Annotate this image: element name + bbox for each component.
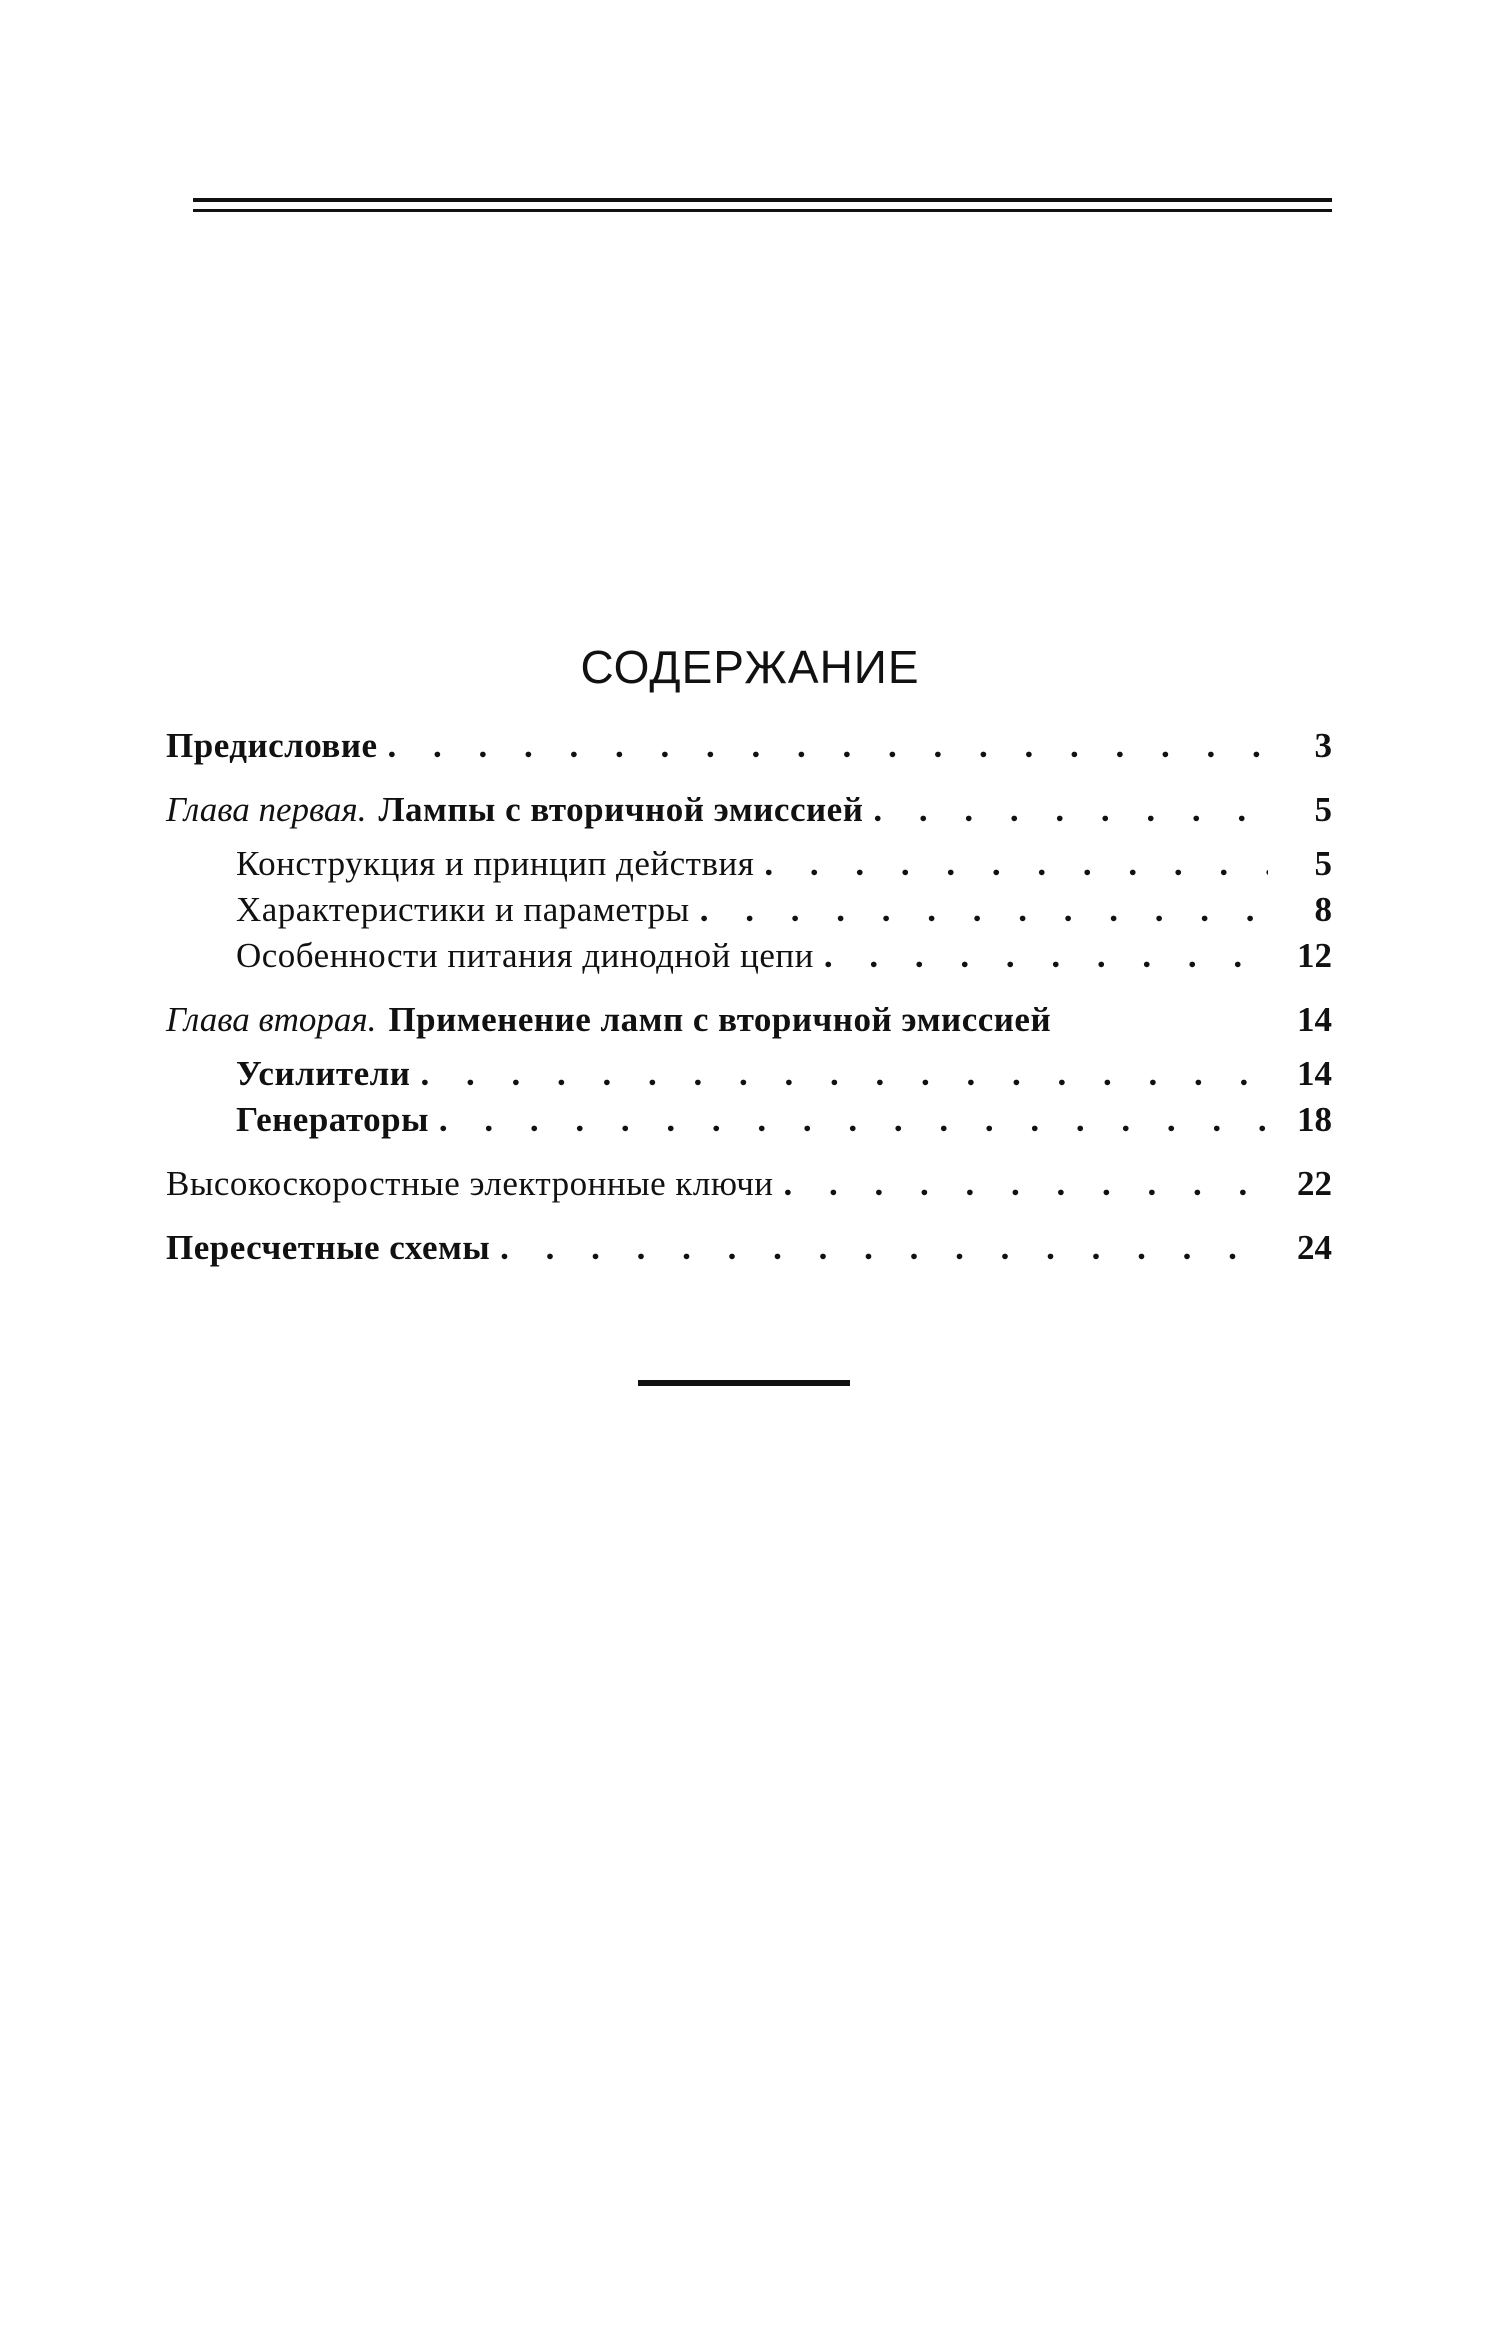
toc-entry-title: Конструкция и принцип действия bbox=[236, 844, 755, 883]
toc-page-number: 24 bbox=[1297, 1228, 1332, 1267]
top-rule-line-1 bbox=[193, 198, 1332, 202]
toc-page-number: 5 bbox=[1314, 844, 1332, 883]
toc-entry-chapter-2[interactable] bbox=[166, 998, 1332, 1042]
toc-page-number: 14 bbox=[1297, 1000, 1332, 1039]
toc-page-number: 12 bbox=[1297, 936, 1332, 975]
toc-entry-chapter-1[interactable] bbox=[166, 788, 1332, 832]
toc-entry-title: Предисловие bbox=[166, 726, 378, 765]
toc-entry-title: Генераторы bbox=[236, 1100, 429, 1139]
bottom-rule bbox=[638, 1380, 850, 1386]
toc-page-number: 18 bbox=[1297, 1100, 1332, 1139]
toc-leader-dots bbox=[764, 842, 1268, 886]
contents-heading: СОДЕРЖАНИЕ bbox=[580, 641, 920, 693]
toc-entry-characteristics[interactable] bbox=[236, 888, 1332, 932]
toc-page-number: 22 bbox=[1297, 1164, 1332, 1203]
toc-entry-dynode-supply[interactable] bbox=[236, 934, 1332, 978]
toc-entry-counting-circuits[interactable] bbox=[166, 1226, 1332, 1270]
toc-page-number: 3 bbox=[1314, 726, 1332, 765]
top-rule-line-2 bbox=[193, 209, 1332, 212]
toc-leader-dots bbox=[824, 934, 1268, 978]
toc-chapter-lead: Глава первая. bbox=[166, 790, 367, 829]
toc-entry-electronic-switches[interactable] bbox=[166, 1162, 1332, 1206]
toc-entry-title: Характеристики и параметры bbox=[236, 890, 690, 929]
toc-entry-title: Особенности питания динодной цепи bbox=[236, 936, 814, 975]
toc-leader-dots bbox=[784, 1162, 1268, 1206]
toc-leader-dots bbox=[420, 1052, 1268, 1096]
toc-entry-generators[interactable] bbox=[236, 1098, 1332, 1142]
toc-entry-title: Лампы с вторичной эмиссией bbox=[378, 790, 864, 829]
toc-leader-dots bbox=[873, 788, 1268, 832]
toc-leader-dots bbox=[500, 1226, 1268, 1270]
toc-entry-construction[interactable] bbox=[236, 842, 1332, 886]
toc-entry-preface[interactable] bbox=[166, 724, 1332, 768]
toc-entry-title: Высокоскоростные электронные ключи bbox=[166, 1164, 774, 1203]
toc-page-number: 8 bbox=[1314, 890, 1332, 929]
toc-leader-dots bbox=[700, 888, 1268, 932]
toc-entry-title: Пересчетные схемы bbox=[166, 1228, 491, 1267]
toc-entry-title: Применение ламп с вторичной эмиссией bbox=[388, 1000, 1052, 1039]
toc-leader-dots bbox=[388, 724, 1268, 768]
top-double-rule bbox=[193, 198, 1332, 212]
toc-page-number: 5 bbox=[1314, 790, 1332, 829]
toc-entry-title: Усилители bbox=[236, 1054, 411, 1093]
toc-page-number: 14 bbox=[1297, 1054, 1332, 1093]
toc-leader-dots bbox=[439, 1098, 1268, 1142]
toc-entry-amplifiers[interactable] bbox=[236, 1052, 1332, 1096]
toc-chapter-lead: Глава вторая. bbox=[166, 1000, 377, 1039]
